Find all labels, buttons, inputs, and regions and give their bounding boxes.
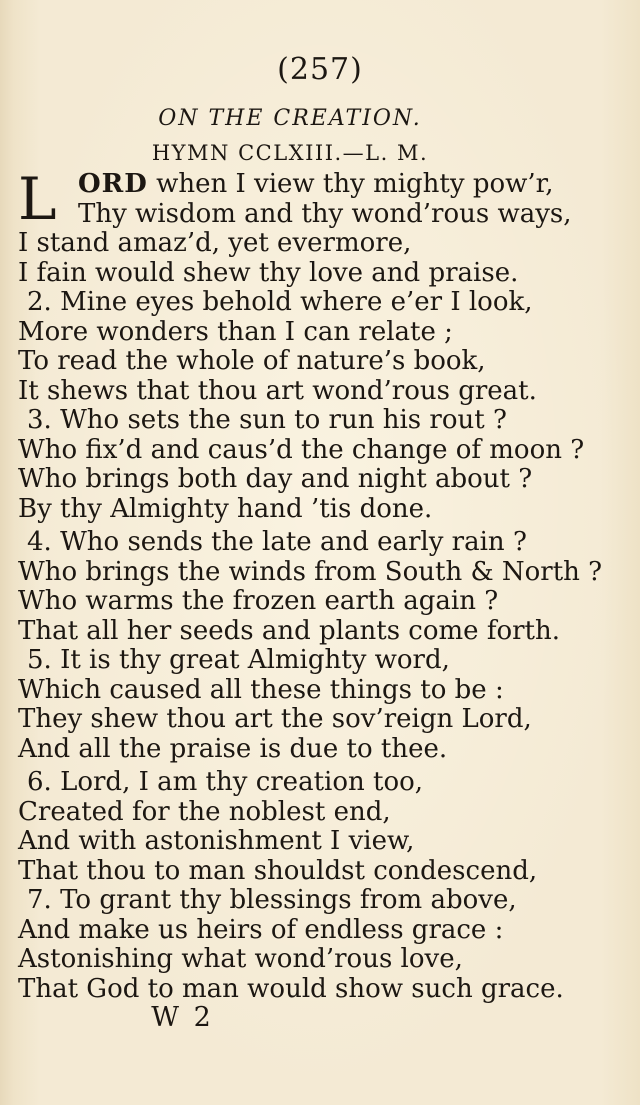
verse-line: Who fix’d and caus’d the change of moon ? [18,434,585,465]
verse-line: They shew thou art the sov’reign Lord, [18,704,532,734]
verse-line: 6. Lord, I am thy creation too, [27,767,424,797]
verse-line: 7. To grant thy blessings from above, [27,885,517,915]
verse-line: And all the praise is due to thee. [18,733,448,764]
page-number: (257) [277,52,363,87]
section-title: ON THE CREATION. [158,106,422,131]
verse-line: That all her seeds and plants come forth. [18,615,560,646]
verse-line: Astonishing what wond’rous love, [18,944,463,974]
verse-line: 4. Who sends the late and early rain ? [27,527,527,557]
verse-line: Who brings the winds from South & North ? [18,556,603,587]
verse-line: Thy wisdom and thy wond’rous ways, [78,198,572,229]
verse-line: I stand amaz’d, yet evermore, [18,228,412,258]
verse-line: That thou to man shouldst condescend, [18,855,538,886]
verse-line: To read the whole of nature’s book, [18,346,486,376]
verse-line: It shews that thou art wond’rous great. [18,375,537,406]
first-line-rest: when I view thy mighty pow’r, [147,169,554,199]
hymn-title: HYMN CCLXIII.—L. M. [151,141,429,165]
verse-line: And with astonishment I view, [18,826,415,856]
small-caps-word: ORD [78,169,148,199]
signature-mark: W 2 [151,1002,214,1033]
verse-line: I fain would shew thy love and praise. [18,257,519,288]
verse-line: Who warms the frozen earth again ? [18,586,499,616]
verse-line: Who brings both day and night about ? [18,464,533,494]
verse-line [18,170,618,200]
verse-line: 2. Mine eyes behold where e’er I look, [27,287,533,317]
verse-line: By thy Almighty hand ’tis done. [18,493,433,524]
verse-line: 3. Who sets the sun to run his rout ? [27,405,507,435]
drop-cap: L [18,165,57,233]
verse-line: Which caused all these things to be : [18,674,504,705]
verse-line: That God to man would show such grace. [18,973,564,1004]
verse-line: Created for the noblest end, [18,796,391,827]
verse-line: And make us heirs of endless grace : [18,914,504,945]
verse-line: More wonders than I can relate ; [18,316,453,347]
verse-line: 5. It is thy great Almighty word, [27,645,450,675]
hymn-text [18,165,618,1004]
